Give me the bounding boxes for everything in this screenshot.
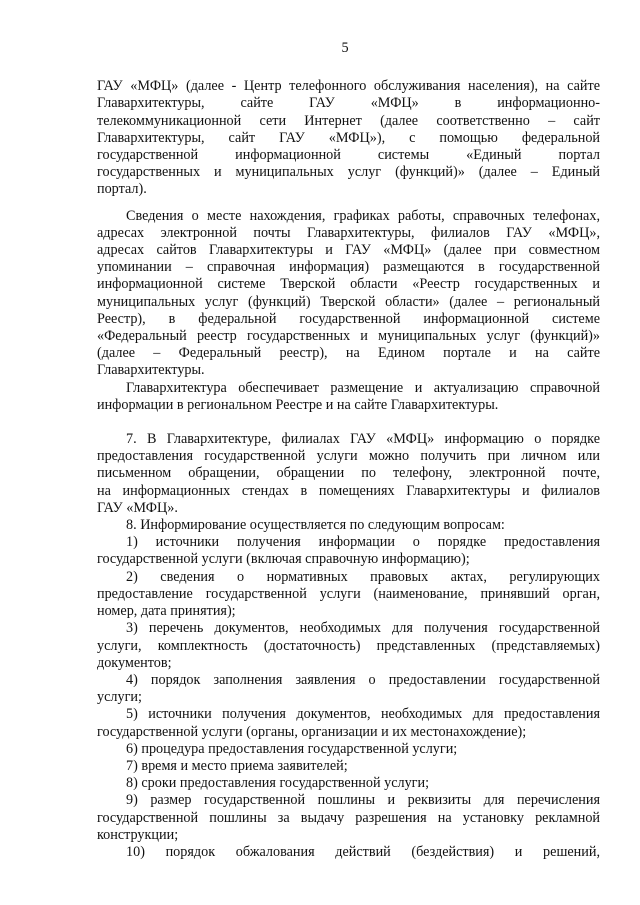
text-line: документов; <box>97 654 172 671</box>
text-line: муниципальных услуг (функций) Тверской области» (далее – региональный <box>97 293 600 310</box>
text-line: Реестр), в федеральной государственной информационной системе <box>97 310 600 327</box>
text-line: адресах электронной почты Главархитектуры, филиалов ГАУ «МФЦ», <box>97 224 600 241</box>
text-line: адресах сайтов Главархитектуры и ГАУ «МФЦ» (далее при совместном <box>97 242 600 259</box>
text-line: услуги, комплектность (достаточность) представленных (представляемых) <box>97 637 600 654</box>
text-line: ГАУ «МФЦ». <box>97 499 178 516</box>
text-line: 8. Информирование осуществляется по следующим вопросам: <box>126 517 505 534</box>
paragraph <box>97 431 600 517</box>
text-line: 3) перечень документов, необходимых для получения государственной <box>126 620 600 637</box>
text-line: телекоммуникационной сети Интернет (далее соответственно – сайт <box>97 112 600 129</box>
paragraph <box>97 620 600 672</box>
text-line: Главархитектуры. <box>97 362 205 379</box>
text-line: 2) сведения о нормативных правовых актах, регулирующих <box>126 568 600 585</box>
text-line: конструкции; <box>97 826 179 843</box>
text-line: 10) порядок обжалования действий (бездействия) и решений, <box>126 843 600 860</box>
text-line: государственных и муниципальных услуг (функций)» (далее – Единый <box>97 164 600 181</box>
text-line: 5) источники получения документов, необходимых для предоставления <box>126 706 600 723</box>
paragraph <box>97 380 600 414</box>
text-line: на информационных стендах в помещениях Главархитектуры и филиалов <box>97 482 600 499</box>
text-line: письменном обращении, обращении по телефону, электронной почте, <box>97 465 600 482</box>
text-line: упоминании – справочная информация) размещаются в государственной <box>97 259 600 276</box>
text-line: Главархитектуры, сайте ГАУ «МФЦ» в информационно- <box>97 95 600 112</box>
text-line: государственной информационной системы «Единый портал <box>97 147 600 164</box>
text-line: Сведения о месте нахождения, графиках работы, справочных телефонах, <box>126 207 600 224</box>
text-line: государственной услуги (включая справочную информацию); <box>97 551 470 568</box>
text-line: номер, дата принятия); <box>97 603 236 620</box>
paragraph <box>97 706 600 740</box>
text-line: 8) сроки предоставления государственной услуги; <box>126 775 430 792</box>
text-line: 1) источники получения информации о порядке предоставления <box>126 534 600 551</box>
page-number: 5 <box>341 40 349 56</box>
paragraph <box>97 775 600 792</box>
paragraph <box>97 534 600 568</box>
text-line: 7. В Главархитектуре, филиалах ГАУ «МФЦ» информацию о порядке <box>126 431 600 448</box>
text-line: Главархитектуры, сайт ГАУ «МФЦ»), с помощью федеральной <box>97 129 600 146</box>
text-line: государственной услуги (органы, организации и их местонахождение); <box>97 723 527 740</box>
text-line: информации в региональном Реестре и на сайте Главархитектуры. <box>97 396 499 413</box>
text-line: государственной пошлины за выдачу разрешения на установку рекламной <box>97 809 600 826</box>
paragraph <box>97 792 600 844</box>
text-line: услуги; <box>97 689 142 706</box>
text-line: ГАУ «МФЦ» (далее - Центр телефонного обслуживания населения), на сайте <box>97 78 600 95</box>
text-line: 4) порядок заполнения заявления о предоставлении государственной <box>126 671 600 688</box>
text-line: предоставления государственной услуги можно получить при личном или <box>97 448 600 465</box>
text-line: 9) размер государственной пошлины и реквизиты для перечисления <box>126 792 600 809</box>
paragraph <box>97 78 600 198</box>
document-body <box>97 78 600 861</box>
paragraph <box>97 844 600 861</box>
text-line: информационной системе Тверской области «Реестр государственных и <box>97 276 600 293</box>
paragraph <box>97 569 600 621</box>
paragraph <box>97 741 600 758</box>
text-line: Главархитектура обеспечивает размещение и актуализацию справочной <box>126 379 600 396</box>
text-line: 6) процедура предоставления государственной услуги; <box>126 740 458 757</box>
text-line: предоставление государственной услуги (наименование, принявший орган, <box>97 585 600 602</box>
paragraph <box>97 672 600 706</box>
text-line: (далее – Федеральный реестр), на Едином портале и на сайте <box>97 345 600 362</box>
text-line: 7) время и место приема заявителей; <box>126 757 348 774</box>
paragraph <box>97 208 600 380</box>
paragraph <box>97 758 600 775</box>
text-line: портал). <box>97 181 147 198</box>
paragraph <box>97 517 600 534</box>
text-line: «Федеральный реестр государственных и муниципальных услуг (функций)» <box>97 328 600 345</box>
